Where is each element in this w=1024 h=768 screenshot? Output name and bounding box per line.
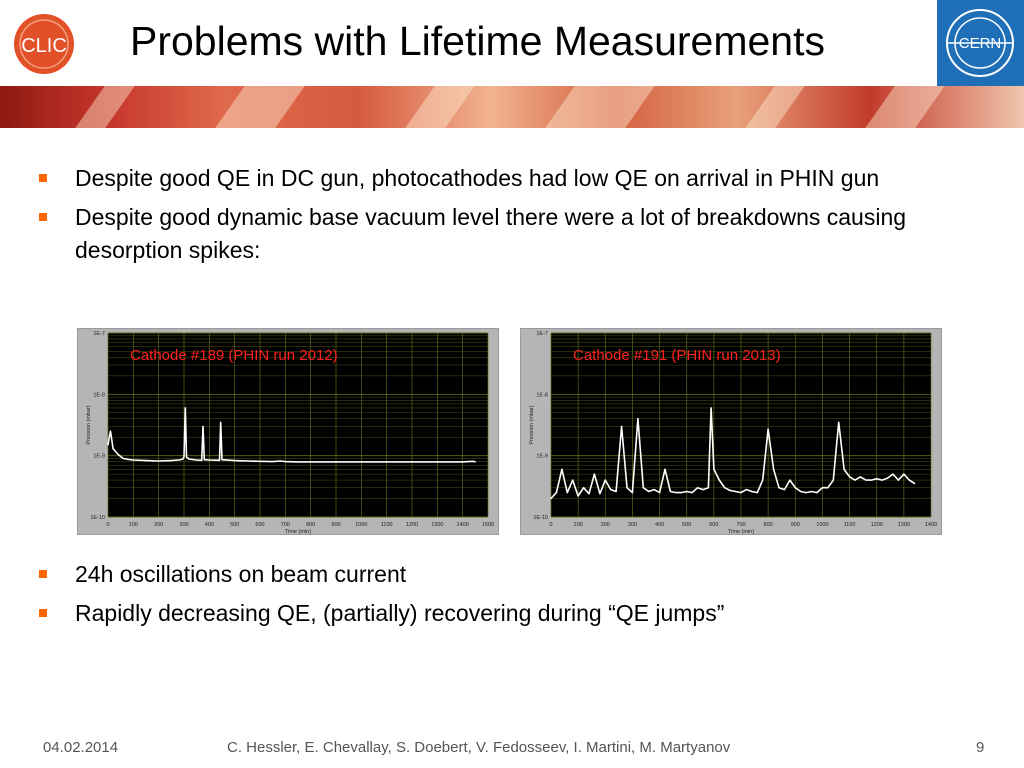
y-tick-label: 1E-10	[90, 515, 105, 521]
chart-annotation: Cathode #189 (PHIN run 2012)	[130, 347, 338, 364]
data-point	[643, 487, 644, 488]
data-point	[588, 493, 589, 494]
data-point	[708, 487, 709, 488]
data-point	[128, 459, 129, 460]
data-point	[909, 480, 910, 481]
x-tick-label: 1400	[924, 522, 938, 528]
data-point	[806, 492, 807, 493]
data-point	[109, 437, 110, 438]
data-point	[204, 459, 205, 460]
data-point	[599, 493, 600, 494]
data-point	[550, 498, 551, 499]
x-tick-label: 700	[736, 522, 746, 528]
data-point	[860, 476, 861, 477]
x-tick-label: 1300	[431, 522, 444, 528]
data-point	[882, 480, 883, 481]
data-point	[903, 474, 904, 475]
data-point	[110, 431, 111, 432]
data-point	[386, 461, 387, 462]
x-tick-label: 900	[790, 522, 800, 528]
data-point	[189, 459, 190, 460]
y-axis-label: Pression (mbar)	[86, 405, 92, 445]
data-point	[272, 461, 273, 462]
cern-logo-text: CERN	[958, 35, 1002, 52]
bullet-item	[36, 597, 976, 630]
data-point	[221, 459, 222, 460]
x-tick-label: 300	[627, 522, 638, 528]
y-tick-label: 1E-8	[536, 392, 548, 399]
data-point	[719, 480, 720, 481]
x-tick-label: 400	[204, 522, 214, 528]
data-point	[183, 456, 184, 457]
bullet-square-icon	[39, 213, 47, 221]
data-point	[171, 460, 172, 461]
data-point	[348, 461, 349, 462]
data-point	[648, 491, 649, 492]
data-point	[865, 480, 866, 481]
data-point	[259, 461, 260, 462]
data-point	[178, 459, 179, 460]
y-tick-label: 1E-7	[536, 331, 548, 337]
data-point	[854, 480, 855, 481]
page-title: Problems with Lifetime Measurements	[130, 18, 825, 64]
data-point	[133, 459, 134, 460]
data-point	[751, 491, 752, 492]
x-tick-label: 600	[709, 522, 719, 528]
data-point	[800, 491, 801, 492]
data-point	[616, 491, 617, 492]
footer-authors: C. Hessler, E. Chevallay, S. Doebert, V. Fedosseev, I. Martini, M. Martyanov	[227, 739, 731, 756]
data-point	[692, 492, 693, 493]
x-tick-label: 1200	[405, 522, 419, 528]
data-point	[556, 492, 557, 493]
bullet-square-icon	[39, 174, 47, 182]
x-tick-label: 200	[600, 522, 610, 528]
data-point	[626, 487, 627, 488]
x-tick-label: 800	[763, 522, 773, 528]
x-tick-label: 1000	[355, 522, 368, 528]
x-tick-label: 900	[331, 522, 341, 528]
header-banner	[0, 86, 1024, 128]
bullet-text: Rapidly decreasing QE, (partially) recovering during “QE jumps”	[75, 600, 725, 626]
data-point	[730, 490, 731, 491]
x-tick-label: 800	[306, 522, 316, 528]
x-axis-label: Time (min)	[727, 529, 755, 534]
data-point	[898, 480, 899, 481]
clic-logo	[12, 12, 76, 76]
data-point	[605, 480, 606, 481]
x-tick-label: 1300	[897, 522, 910, 528]
data-point	[399, 461, 400, 462]
data-point	[335, 461, 336, 462]
data-point	[914, 483, 915, 484]
vacuum-chart-2013	[520, 328, 942, 535]
bullet-list-bottom	[36, 558, 976, 636]
data-point	[118, 454, 119, 455]
data-point	[811, 491, 812, 492]
data-point	[373, 461, 374, 462]
data-point	[621, 426, 622, 427]
data-point	[182, 459, 183, 460]
bullet-item	[36, 162, 976, 195]
clic-logo-text: CLIC	[21, 35, 67, 57]
vacuum-chart-2012	[77, 328, 499, 535]
data-point	[833, 480, 834, 481]
data-point	[583, 487, 584, 488]
data-point	[795, 487, 796, 488]
bullet-item	[36, 558, 976, 591]
x-tick-label: 100	[128, 522, 138, 528]
data-point	[686, 491, 687, 492]
x-tick-label: 1100	[380, 522, 393, 528]
data-point	[632, 492, 633, 493]
data-point	[196, 459, 197, 460]
data-point	[757, 492, 758, 493]
data-point	[285, 461, 286, 462]
bullet-item	[36, 201, 976, 267]
data-point	[773, 469, 774, 470]
data-point	[572, 480, 573, 481]
y-tick-label: 1E-7	[93, 331, 105, 337]
x-tick-label: 700	[280, 522, 290, 528]
footer-page-number: 9	[976, 739, 985, 756]
data-point	[561, 469, 562, 470]
data-point	[234, 460, 235, 461]
chart-annotation: Cathode #191 (PHIN run 2013)	[573, 347, 781, 364]
data-point	[664, 469, 665, 470]
data-point	[768, 429, 769, 430]
data-point	[670, 491, 671, 492]
x-tick-label: 100	[573, 522, 583, 528]
data-point	[724, 487, 725, 488]
data-point	[449, 461, 450, 462]
data-point	[789, 480, 790, 481]
x-tick-label: 1000	[816, 522, 829, 528]
data-point	[219, 460, 220, 461]
data-point	[654, 489, 655, 490]
bullet-text: Despite good dynamic base vacuum level there were a lot of breakdowns causing desorption spikes:	[75, 204, 907, 263]
x-tick-label: 1100	[843, 522, 856, 528]
data-point	[740, 492, 741, 493]
x-tick-label: 1500	[481, 522, 495, 528]
data-point	[637, 418, 638, 419]
bullet-text: Despite good QE in DC gun, photocathodes had low QE on arrival in PHIN gun	[75, 165, 880, 191]
data-point	[816, 492, 817, 493]
data-point	[887, 478, 888, 479]
data-point	[472, 461, 473, 462]
data-point	[849, 476, 850, 477]
data-point	[675, 492, 676, 493]
x-tick-label: 0	[106, 522, 110, 528]
data-point	[681, 492, 682, 493]
bullet-square-icon	[39, 609, 47, 617]
data-point	[838, 422, 839, 423]
y-tick-label: 1E-9	[93, 453, 105, 460]
x-tick-label: 1200	[870, 522, 883, 528]
x-tick-label: 1400	[456, 522, 469, 528]
data-point	[876, 478, 877, 479]
cern-logo	[937, 0, 1024, 86]
y-tick-label: 1E-10	[533, 515, 548, 521]
data-point	[411, 461, 412, 462]
data-point	[107, 444, 108, 445]
data-point	[220, 422, 221, 423]
x-tick-label: 200	[154, 522, 164, 528]
data-point	[185, 407, 186, 408]
data-point	[711, 407, 712, 408]
data-point	[437, 461, 438, 462]
data-point	[201, 460, 202, 461]
data-point	[323, 461, 324, 462]
data-point	[659, 492, 660, 493]
x-axis-label: Time (min)	[284, 529, 312, 534]
data-point	[113, 448, 114, 449]
data-point	[209, 459, 210, 460]
x-tick-label: 0	[549, 522, 553, 528]
data-point	[892, 474, 893, 475]
data-point	[424, 461, 425, 462]
data-point	[594, 474, 595, 475]
data-point	[158, 460, 159, 461]
data-point	[697, 487, 698, 488]
data-point	[361, 461, 362, 462]
data-point	[822, 487, 823, 488]
data-point	[475, 461, 476, 462]
data-point	[310, 461, 311, 462]
data-point	[844, 469, 845, 470]
footer-date: 04.02.2014	[43, 739, 119, 756]
data-point	[578, 495, 579, 496]
data-point	[280, 460, 281, 461]
data-point	[202, 426, 203, 427]
data-point	[871, 480, 872, 481]
data-point	[735, 491, 736, 492]
data-point	[567, 492, 568, 493]
y-tick-label: 1E-9	[536, 453, 548, 460]
data-point	[827, 487, 828, 488]
data-point	[610, 489, 611, 490]
y-tick-label: 1E-8	[93, 392, 105, 399]
x-tick-label: 400	[654, 522, 665, 528]
y-axis-label: Pression (mbar)	[529, 405, 535, 445]
data-point	[186, 456, 187, 457]
data-point	[778, 487, 779, 488]
bullet-list-top	[36, 162, 976, 273]
data-point	[297, 461, 298, 462]
data-point	[713, 469, 714, 470]
data-point	[123, 458, 124, 459]
data-point	[746, 489, 747, 490]
x-tick-label: 500	[230, 522, 240, 528]
x-tick-label: 300	[179, 522, 189, 528]
data-point	[784, 489, 785, 490]
data-point	[762, 480, 763, 481]
data-point	[462, 461, 463, 462]
data-point	[145, 460, 146, 461]
bullet-square-icon	[39, 570, 47, 578]
x-tick-label: 600	[255, 522, 265, 528]
data-point	[247, 460, 248, 461]
data-point	[702, 489, 703, 490]
x-tick-label: 500	[682, 522, 692, 528]
bullet-text: 24h oscillations on beam current	[75, 561, 407, 587]
